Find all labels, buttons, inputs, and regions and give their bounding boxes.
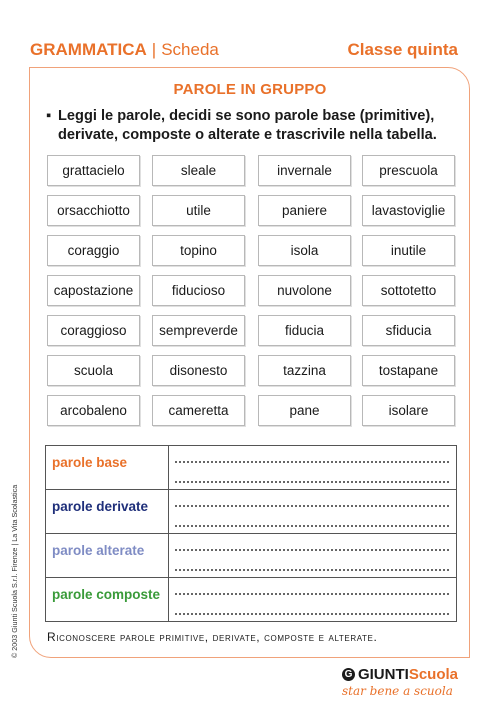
dotted-line xyxy=(174,549,451,551)
category-label: parole base xyxy=(46,446,169,490)
word-card: isola xyxy=(258,235,351,266)
answer-lines[interactable] xyxy=(169,446,457,490)
logo-tagline: star bene a scuola xyxy=(341,684,453,698)
publisher-logo xyxy=(342,666,458,698)
word-card: scuola xyxy=(47,355,140,386)
word-card: arcobaleno xyxy=(47,395,140,426)
instruction-text: Leggi le parole, decidi se sono parole base (primitive), derivate, composte o alterate e trascrivile nella tabella. xyxy=(58,108,437,143)
word-card: tostapane xyxy=(362,355,455,386)
word-card: sleale xyxy=(152,155,245,186)
category-label: parole alterate xyxy=(46,534,169,578)
word-card: coraggioso xyxy=(47,315,140,346)
dotted-line xyxy=(174,461,451,463)
word-card: prescuola xyxy=(362,155,455,186)
dotted-line xyxy=(174,593,451,595)
dotted-line xyxy=(174,505,451,507)
word-card: coraggio xyxy=(47,235,140,266)
word-card: disonesto xyxy=(152,355,245,386)
word-card: pane xyxy=(258,395,351,426)
word-card: invernale xyxy=(258,155,351,186)
answer-lines[interactable] xyxy=(169,490,457,534)
word-card: sottotetto xyxy=(362,275,455,306)
word-card: lavastoviglie xyxy=(362,195,455,226)
word-card: utile xyxy=(152,195,245,226)
classification-table xyxy=(45,445,457,622)
sheet-label: Scheda xyxy=(161,40,219,59)
header-separator: | xyxy=(151,40,157,59)
word-card: sempreverde xyxy=(152,315,245,346)
logo-brand: GIUNTI xyxy=(357,666,409,683)
word-card: fiducia xyxy=(258,315,351,346)
word-card: nuvolone xyxy=(258,275,351,306)
page-title: PAROLE IN GRUPPO xyxy=(173,81,327,98)
dotted-line xyxy=(174,613,451,615)
word-card: grattacielo xyxy=(47,155,140,186)
footer-objective: Riconoscere parole primitive, derivate, composte e alterate. xyxy=(47,630,378,644)
word-card: isolare xyxy=(362,395,455,426)
logo-brand-scuola: Scuola xyxy=(408,666,458,683)
word-card: cameretta xyxy=(152,395,245,426)
word-card: tazzina xyxy=(258,355,351,386)
dotted-line xyxy=(174,525,451,527)
table-row xyxy=(46,534,457,578)
word-card: paniere xyxy=(258,195,351,226)
table-row xyxy=(46,578,457,622)
header-subject xyxy=(30,40,219,60)
category-label: parole derivate xyxy=(46,490,169,534)
word-card: inutile xyxy=(362,235,455,266)
word-card: capostazione xyxy=(47,275,140,306)
table-row xyxy=(46,446,457,490)
instruction xyxy=(46,107,466,145)
category-label: parole composte xyxy=(46,578,169,622)
copyright-text: © 2003 Giunti Scuola S.r.l. Firenze | La Vita Scolastica xyxy=(10,484,19,658)
word-card: sfiducia xyxy=(362,315,455,346)
word-card: fiducioso xyxy=(152,275,245,306)
dotted-line xyxy=(174,481,451,483)
bullet-icon: ▪ xyxy=(46,108,52,124)
dotted-line xyxy=(174,569,451,571)
word-card: topino xyxy=(152,235,245,266)
table-row xyxy=(46,490,457,534)
word-card: orsacchiotto xyxy=(47,195,140,226)
answer-lines[interactable] xyxy=(169,534,457,578)
giunti-logo-icon: G xyxy=(342,668,355,681)
class-label: Classe quinta xyxy=(347,40,458,59)
subject-label: GRAMMATICA xyxy=(30,40,147,59)
answer-lines[interactable] xyxy=(169,578,457,622)
